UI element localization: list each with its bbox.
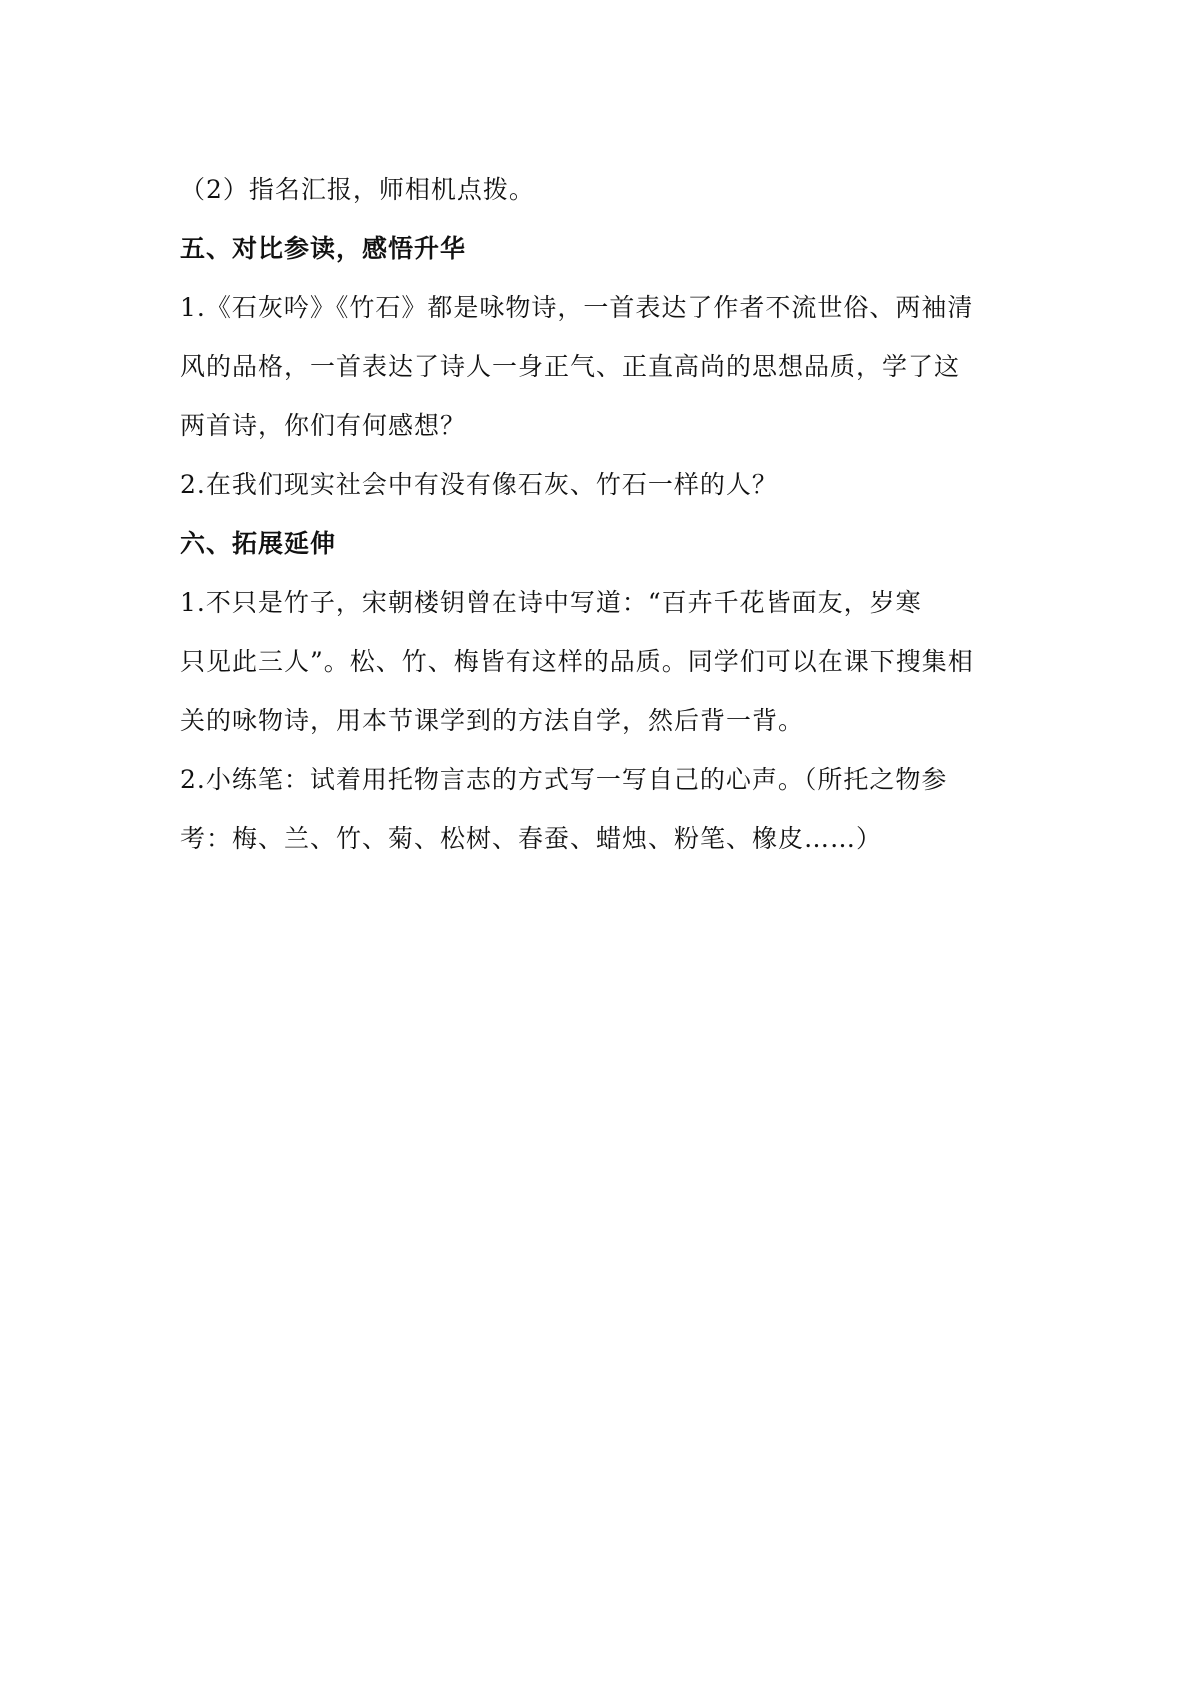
section-5-item-1-line-1: 1.《石灰吟》《竹石》都是咏物诗，一首表达了作者不流世俗、两袖清 [180,293,974,322]
section-6-item-1-line-1: 1.不只是竹子，宋朝楼钥曾在诗中写道：“百卉千花皆面友，岁寒 [180,588,922,617]
step-2-text: （2）指名汇报，师相机点拨。 [180,175,535,204]
section-6-item-1 [180,573,1020,750]
section-6-item-2-line-2: 考：梅、兰、竹、菊、松树、春蚕、蜡烛、粉笔、橡皮……） [180,824,883,853]
section-6-item-1-line-3: 关的咏物诗，用本节课学到的方法自学，然后背一背。 [180,706,805,735]
section-6-item-2-line-1: 2.小练笔：试着用托物言志的方式写一写自己的心声。（所托之物参 [180,765,948,794]
section-5-item-1-line-2: 风的品格，一首表达了诗人一身正气、正直高尚的思想品质，学了这 [180,352,961,381]
section-6-item-2 [180,750,1020,868]
section-5-item-1-line-3: 两首诗，你们有何感想？ [180,411,467,440]
section-6-heading: 六、拓展延伸 [180,529,337,558]
section-5-item-2: 2.在我们现实社会中有没有像石灰、竹石一样的人？ [180,470,778,499]
section-5-heading: 五、对比参读，感悟升华 [180,234,467,263]
section-6-item-1-line-2: 只见此三人”。松、竹、梅皆有这样的品质。同学们可以在课下搜集相 [180,647,974,676]
section-5-item-1 [180,278,1020,455]
document-body [180,160,1020,868]
